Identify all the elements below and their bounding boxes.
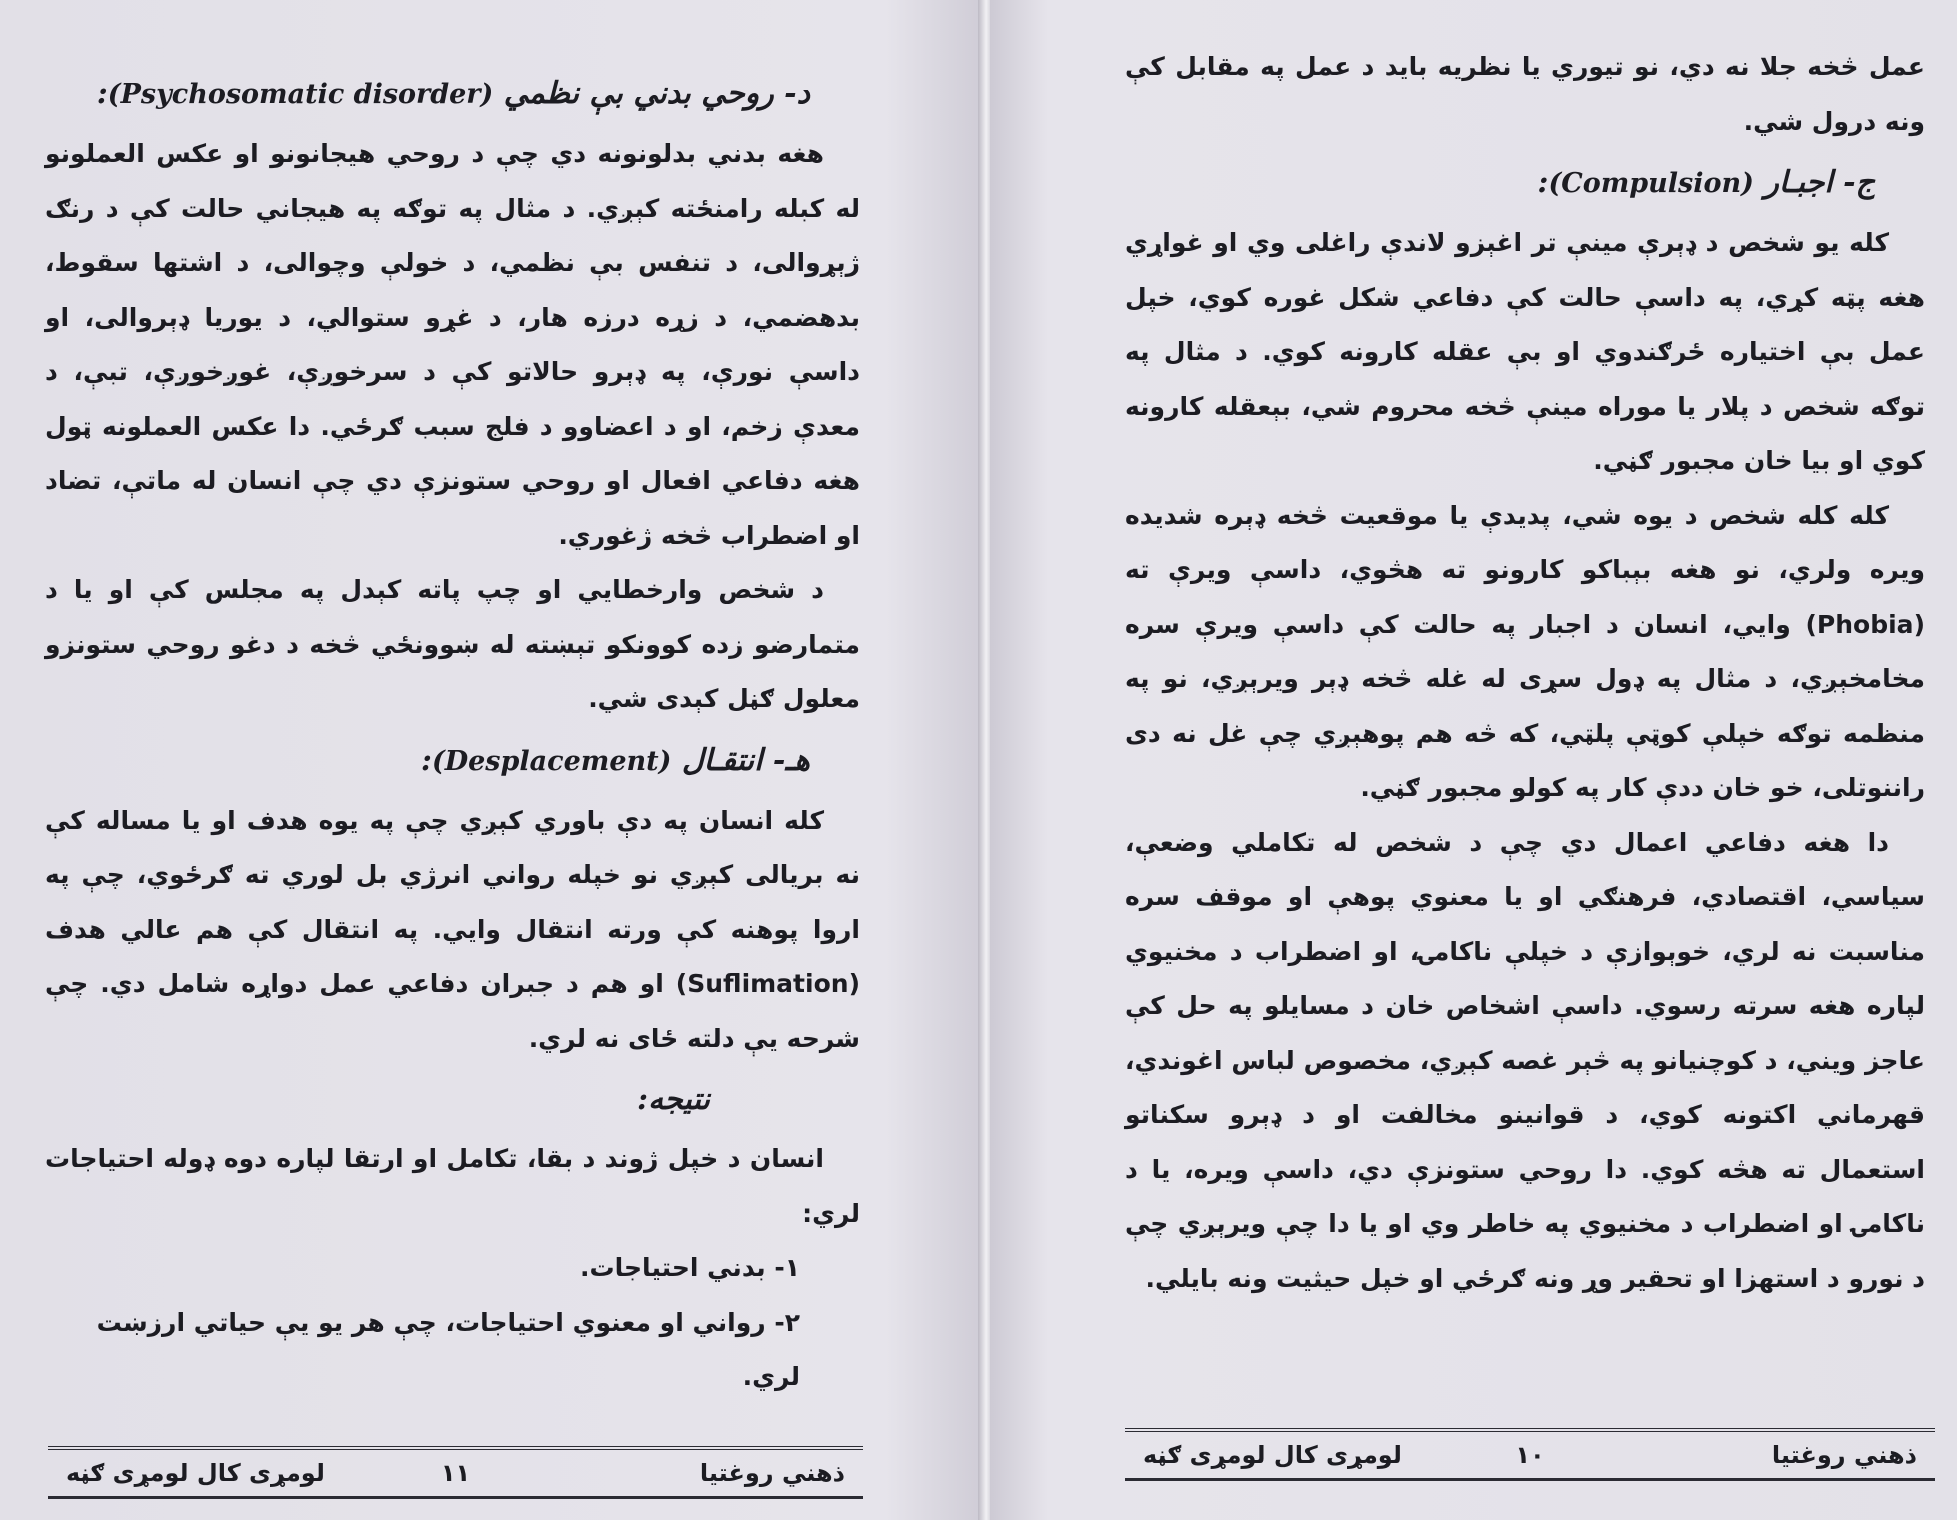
page-number: ۱۰ <box>1515 1441 1545 1469</box>
paragraph: دا هغه دفاعي اعمال دي چې د شخص له تکاملي وضعې، سياسي، اقتصادي، فرهنګي او يا معنوي پوهې او موقف سره مناسبت نه لري، خوېوازې د خپلې ناکامۍ، او اضطراب د مخنيوي لپاره هغه سرته رسوي. داسې اشخاص خان د مسايلو په حل کې عاجز ويني، د کوچنيانو په څېر غصه کېږي، مخصوص لباس اغوندي، قهرماني اکتونه کوي، د قوانينو مخالفت او د ډېرو سکناتو استعمال ته هڅه کوي. دا روحي ستونزې دي، داسې ويره، يا د ناکامۍ او اضطراب د مخنيوي په خاطر وي او يا دا چې ويرېږي چې د نورو د استهزا او تحقير وړ ونه ګرځي او خپل حيثيت ونه بايلي. <box>1125 827 1925 1293</box>
heading-colon: : <box>1537 165 1549 200</box>
heading-latin: (Compulsion) <box>1548 168 1754 199</box>
heading-latin: (Desplacement) <box>431 745 672 777</box>
left-text-column <box>45 60 860 1405</box>
list-item: ۲- رواني او معنوي احتياجات، چې هر يو يې حياتي ارزښت لري. <box>96 1307 800 1391</box>
footer-issue: لومړی کال لومړی ګڼه <box>1143 1441 1402 1469</box>
paragraph: کله کله شخص د يوه شي، پديدې يا موقعيت څخه ډېره شديده ويره ولري، نو هغه بېباکو کارونو ته هڅوي، داسې ويرې ته (Phobia) وايي، انسان د اجبار په حالت کې داسې ويرې سره مخامخېږي، د مثال په ډول سړی له غله څخه ډېر ويرېږي، نو په منظمه توګه خپلې کوټې پلټي، که څه هم پوهېږي چې غل نه دی راننوتلی، خو خان ددې کار په کولو مجبور ګڼي. <box>1125 500 1925 802</box>
paragraph: کله يو شخص د ډېرې مينې تر اغېزو لاندې راغلی وي او غواړي هغه پټه کړي، په داسې حالت کې دفاعي شکل غوره کوي، خپل عمل بې اختياره ځرګندوي او بې عقله کارونه کوي. د مثال په توګه شخص د پلار يا موراه مينې څخه محروم شي، بېعقله کارونه کوي او بيا خان مجبور ګڼي. <box>1125 228 1925 475</box>
list-item: ۱- بدني احتياجات. <box>580 1253 800 1282</box>
section-heading-psychosomatic <box>45 66 860 123</box>
section-heading-displacement <box>45 733 860 790</box>
right-page <box>990 0 1957 1520</box>
right-text-column <box>1125 40 1925 1306</box>
heading-colon: : <box>96 76 108 111</box>
paragraph: عمل څخه جلا نه دي، نو تيوري يا نظريه بايد د عمل په مقابل کې ونه درول شي. <box>1125 52 1925 136</box>
section-heading-compulsion <box>1125 155 1925 212</box>
heading-persian: د- روحي بدني بې نظمي <box>503 76 810 111</box>
paragraph: کله انسان په دې باوري کېږي چې په يوه هدف او يا مساله کې نه بريالی کېږي نو خپله رواني انرژي بل لوري ته ګرځوي، چې په اروا پوهنه کې ورته انتقال وايي. په انتقال کې هم عالي هدف (Suflimation) او هم د جبران دفاعي عمل دواړه شامل دي. چې شرحه يې دلته ځای نه لري. <box>45 805 860 1053</box>
page-number: ۱۱ <box>440 1459 471 1487</box>
heading-latin: (Psychosomatic disorder) <box>107 79 494 110</box>
footer-issue: لومړی کال لومړی ګڼه <box>66 1459 325 1487</box>
page-footer <box>1125 1428 1935 1481</box>
paragraph: انسان د خپل ژوند د بقا، تکامل او ارتقا لپاره دوه ډوله احتياجات لري: <box>45 1144 860 1228</box>
heading-colon: : <box>420 742 432 778</box>
paragraph: د شخص وارخطايي او چپ پاته کېدل په مجلس کې او يا د متمارضو زده کوونکو تېښته له ښوونځي څخه د دغو روحي ستونزو معلول ګڼل کېدی شي. <box>45 575 860 713</box>
heading-persian: ج- اجبـار <box>1764 165 1875 200</box>
paragraph: هغه بدني بدلونونه دي چې د روحي هيجانونو او عکس العملونو له کبله رامنځته کېږي. د مثال په توګه په هيجاني حالت کې د رنګ ژېړوالی، د تنفس بې نظمي، د خولې وچوالی، د اشتها سقوط، بدهضمي، د زړه درزه هار، د غړو ستوالي، د يوريا ډېروالی، او داسې نورې، په ډېرو حالاتو کې د سرخوږې، غوږخوږې، تبې، د معدې زخم، او د اعضاوو د فلج سبب ګرځي. دا عکس العملونه ټول هغه دفاعي افعال او روحي ستونزې دي چې انسان له ماتې، تضاد او اضطراب څخه ژغوري. <box>45 139 860 550</box>
footer-journal-title: ذهني روغتيا <box>1771 1441 1917 1469</box>
section-heading-result: نتيجه: <box>637 1082 710 1117</box>
page-footer <box>48 1446 863 1499</box>
heading-persian: هـ- انتقـال <box>681 742 810 778</box>
footer-journal-title: ذهني روغتيا <box>699 1459 845 1487</box>
